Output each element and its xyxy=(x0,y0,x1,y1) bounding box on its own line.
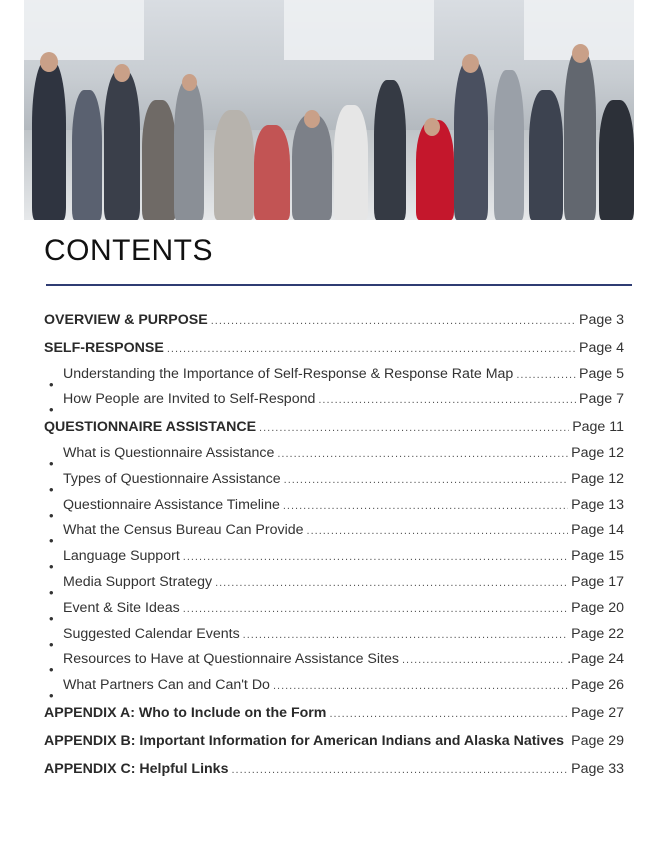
toc-entry-label: Resources to Have at Questionnaire Assistance Sites xyxy=(63,651,399,668)
dot-leader xyxy=(284,474,568,486)
toc-subsection-entry[interactable] xyxy=(44,497,624,523)
toc-entry-label: Understanding the Importance of Self-Response & Response Rate Map xyxy=(63,365,514,382)
toc-entry-page: Page 11 xyxy=(572,419,624,436)
toc-subsection-entry[interactable] xyxy=(44,445,624,471)
dot-leader xyxy=(567,736,568,748)
toc-entry-label: Event & Site Ideas xyxy=(63,599,180,616)
toc-entry-page: Page 12 xyxy=(571,444,624,461)
toc-entry-page: Page 17 xyxy=(571,573,624,590)
toc-entry-page: Page 4 xyxy=(579,339,624,356)
toc-entry-label: Questionnaire Assistance Timeline xyxy=(63,496,280,513)
toc-entry-page: .Page 24 xyxy=(567,651,624,668)
toc-entry-label: SELF-RESPONSE xyxy=(44,339,164,356)
toc-entry-label: What is Questionnaire Assistance xyxy=(63,444,275,461)
dot-leader xyxy=(211,315,576,327)
toc-subsection-entry[interactable] xyxy=(44,522,624,548)
dot-leader xyxy=(329,708,568,720)
toc-section-entry[interactable] xyxy=(44,340,624,366)
dot-leader xyxy=(273,680,568,692)
title-divider xyxy=(46,284,632,286)
toc-entry-page: Page 12 xyxy=(571,470,624,487)
toc-section-entry[interactable] xyxy=(44,761,624,787)
page-title: CONTENTS xyxy=(44,234,213,267)
toc-section-entry[interactable] xyxy=(44,312,624,338)
toc-section-entry[interactable] xyxy=(44,733,624,759)
toc-subsection-entry[interactable] xyxy=(44,626,624,652)
toc-entry-label: Media Support Strategy xyxy=(63,573,213,590)
toc-entry-page: Page 22 xyxy=(571,625,624,642)
toc-entry-page: Page 3 xyxy=(579,312,624,328)
toc-entry-label: Suggested Calendar Events xyxy=(63,625,240,642)
toc-entry-label: Types of Questionnaire Assistance xyxy=(63,470,281,487)
toc-subsection-entry[interactable] xyxy=(44,366,624,392)
dot-leader xyxy=(215,577,568,589)
toc-entry-page: Page 27 xyxy=(571,704,624,721)
table-of-contents xyxy=(44,312,624,786)
dot-leader xyxy=(167,343,576,355)
toc-subsection-entry[interactable] xyxy=(44,391,624,417)
toc-section-entry[interactable] xyxy=(44,705,624,731)
toc-entry-page: Page 26 xyxy=(571,677,624,694)
toc-entry-label: Language Support xyxy=(63,548,180,565)
toc-entry-label: APPENDIX B: Important Information for American Indians and Alaska Natives xyxy=(44,732,565,749)
toc-entry-label: APPENDIX C: Helpful Links xyxy=(44,760,229,777)
toc-subsection-entry[interactable] xyxy=(44,677,624,703)
toc-entry-page: Page 5 xyxy=(579,365,624,382)
dot-leader xyxy=(183,551,568,563)
toc-subsection-entry[interactable] xyxy=(44,548,624,574)
hero-photo-crowd xyxy=(24,0,634,220)
dot-leader xyxy=(183,603,568,615)
dot-leader xyxy=(307,525,569,537)
toc-entry-label: How People are Invited to Self-Respond xyxy=(63,391,316,408)
toc-entry-label: OVERVIEW & PURPOSE xyxy=(44,312,208,328)
toc-entry-label: APPENDIX A: Who to Include on the Form xyxy=(44,704,327,721)
dot-leader xyxy=(516,369,576,381)
dot-leader xyxy=(402,654,564,666)
toc-entry-label: What Partners Can and Can't Do xyxy=(63,677,270,694)
dot-leader xyxy=(231,764,568,776)
toc-entry-page: Page 7 xyxy=(579,391,624,408)
toc-entry-page: Page 20 xyxy=(571,599,624,616)
toc-subsection-entry[interactable] xyxy=(44,651,624,677)
toc-entry-page: Page 33 xyxy=(571,760,624,777)
dot-leader xyxy=(277,448,568,460)
toc-entry-page: Page 14 xyxy=(571,522,624,539)
dot-leader xyxy=(259,422,569,434)
toc-entry-label: What the Census Bureau Can Provide xyxy=(63,522,304,539)
toc-entry-page: Page 15 xyxy=(571,548,624,565)
toc-entry-label: QUESTIONNAIRE ASSISTANCE xyxy=(44,419,257,436)
dot-leader xyxy=(283,500,568,512)
toc-subsection-entry[interactable] xyxy=(44,574,624,600)
toc-entry-page: Page 29 xyxy=(571,732,624,749)
toc-subsection-entry[interactable] xyxy=(44,600,624,626)
toc-entry-page: Page 13 xyxy=(571,496,624,513)
dot-leader xyxy=(318,394,576,406)
toc-subsection-entry[interactable] xyxy=(44,471,624,497)
dot-leader xyxy=(243,629,568,641)
toc-section-entry[interactable] xyxy=(44,419,624,445)
